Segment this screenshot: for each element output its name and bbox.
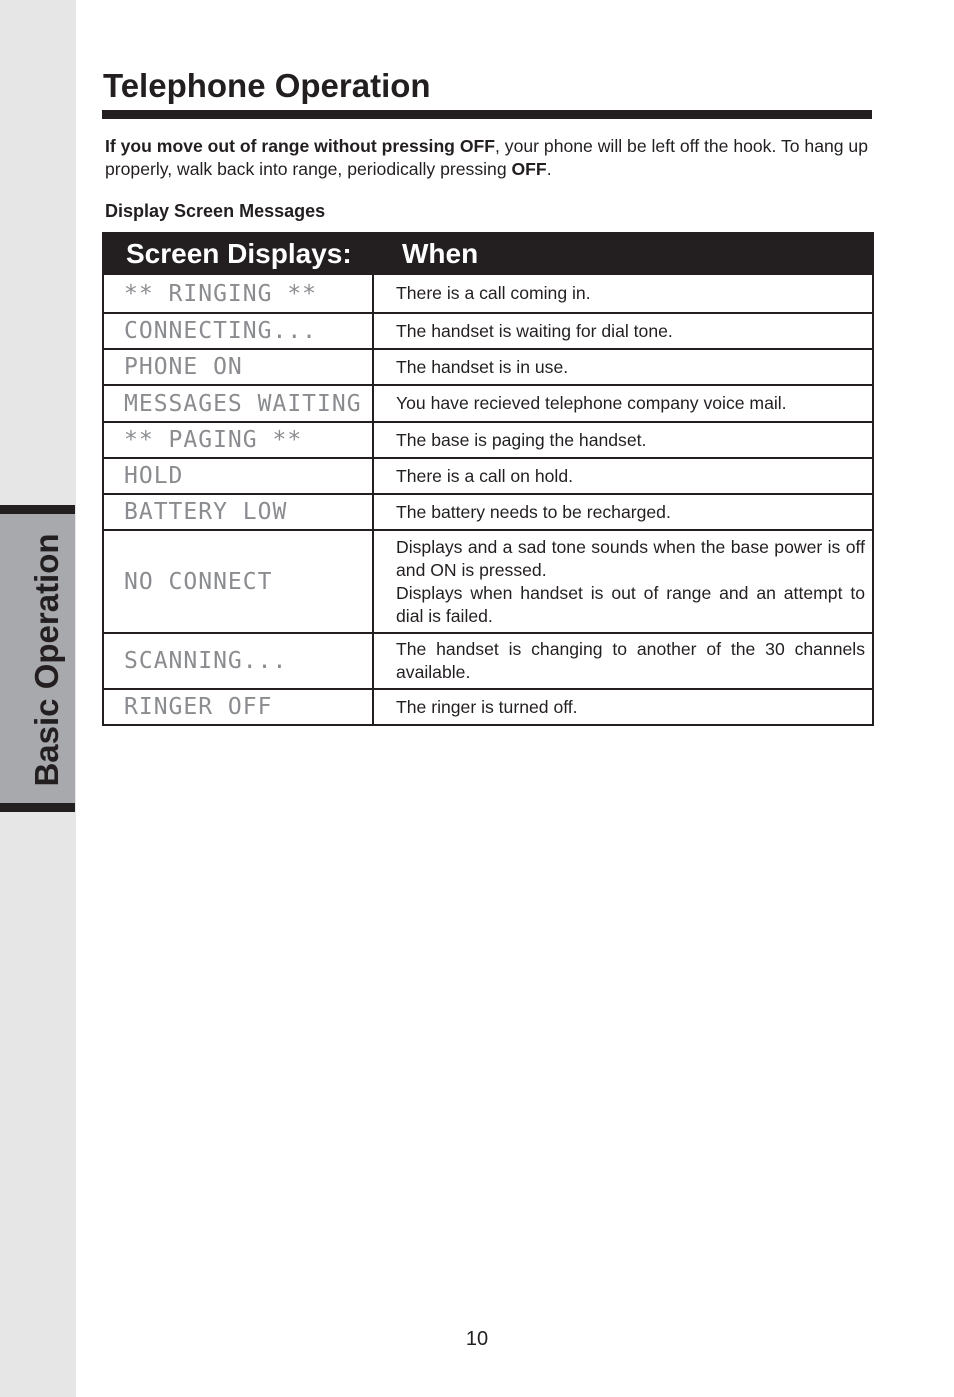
when-text-line: Displays when handset is out of range and an attempt to dial is failed. bbox=[396, 582, 865, 626]
table-row bbox=[103, 313, 873, 349]
table-row bbox=[103, 349, 873, 385]
when-text-multiline bbox=[373, 530, 873, 633]
display-text: BATTERY LOW bbox=[103, 494, 373, 530]
display-text: RINGER OFF bbox=[103, 689, 373, 725]
intro-bold-off: OFF bbox=[511, 159, 547, 179]
intro-bold-lead: If you move out of range without pressing OFF bbox=[105, 136, 496, 156]
when-text: The handset is in use. bbox=[373, 349, 873, 385]
display-text: MESSAGES WAITING bbox=[103, 385, 373, 422]
when-text: There is a call on hold. bbox=[373, 458, 873, 494]
table-row bbox=[103, 422, 873, 458]
when-text: The battery needs to be recharged. bbox=[373, 494, 873, 530]
table-row bbox=[103, 274, 873, 313]
display-text: SCANNING... bbox=[103, 633, 373, 689]
when-text: The base is paging the handset. bbox=[373, 422, 873, 458]
section-heading: Display Screen Messages bbox=[105, 201, 326, 221]
when-text: The handset is changing to another of the 30 channels available. bbox=[373, 633, 873, 689]
display-text: PHONE ON bbox=[103, 349, 373, 385]
display-text: ** PAGING ** bbox=[103, 422, 373, 458]
display-messages-table bbox=[102, 232, 874, 726]
when-text: The ringer is turned off. bbox=[373, 689, 873, 725]
display-text: CONNECTING... bbox=[103, 313, 373, 349]
page-title: Telephone Operation bbox=[103, 67, 431, 104]
when-text: There is a call coming in. bbox=[373, 274, 873, 313]
display-text: HOLD bbox=[103, 458, 373, 494]
display-text: ** RINGING ** bbox=[103, 274, 373, 313]
intro-text-end: . bbox=[546, 159, 552, 179]
header-when: When bbox=[373, 233, 873, 274]
header-screen-displays: Screen Displays: bbox=[103, 233, 373, 274]
table-row bbox=[103, 494, 873, 530]
title-rule bbox=[102, 110, 872, 119]
section-tab-label: Basic Operation bbox=[28, 533, 65, 787]
page-number: 10 bbox=[465, 1328, 489, 1350]
when-text: The handset is waiting for dial tone. bbox=[373, 313, 873, 349]
table-header-row bbox=[103, 233, 873, 274]
when-text: You have recieved telephone company voice mail. bbox=[373, 385, 873, 422]
intro-paragraph bbox=[105, 135, 873, 181]
table-row bbox=[103, 385, 873, 422]
table-row bbox=[103, 633, 873, 689]
table-row bbox=[103, 530, 873, 633]
intro-text: , your phone will be left off the hook. To hang up properly, walk back into range, periodically pressing bbox=[105, 136, 869, 179]
table-row bbox=[103, 689, 873, 725]
when-text-line: Displays and a sad tone sounds when the base power is off and ON is pressed. bbox=[396, 536, 865, 580]
table-row bbox=[103, 458, 873, 494]
display-text: NO CONNECT bbox=[103, 530, 373, 633]
